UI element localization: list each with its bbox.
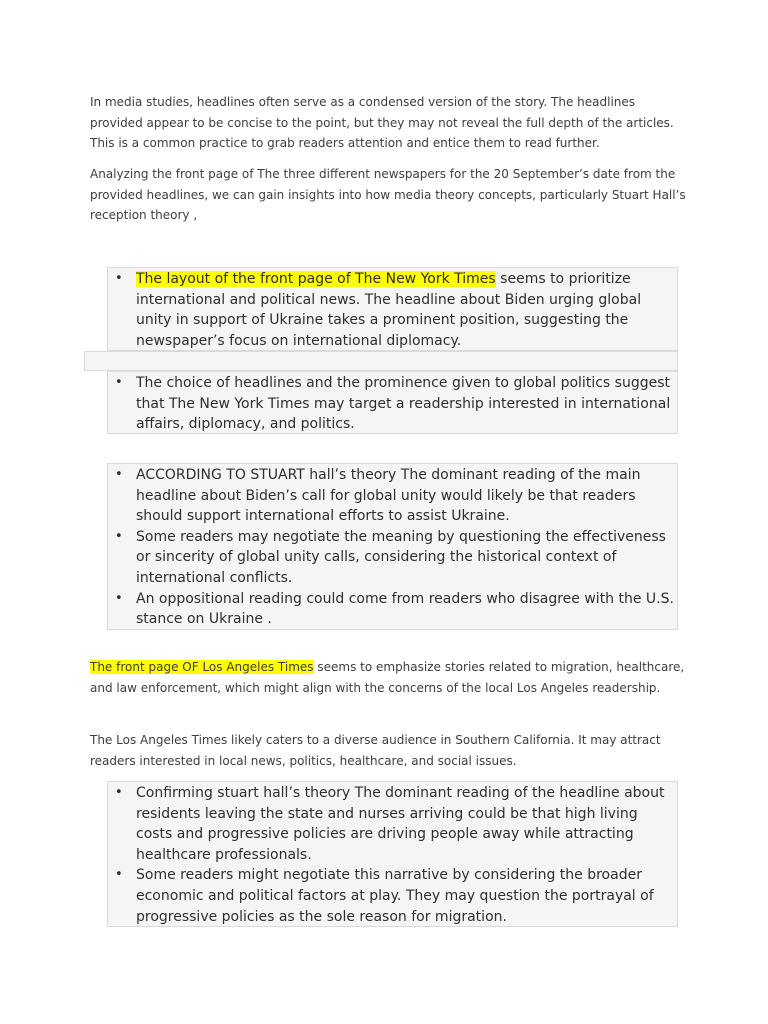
list-item: • The choice of headlines and the prominence given to global politics suggest that The New York Times may target a readership interested in international affairs, diplomacy, and politics.	[108, 373, 677, 435]
list-item: • An oppositional reading could come from readers who disagree with the U.S. stance on Ukraine .	[108, 589, 677, 630]
list-item: • Some readers may negotiate the meaning by questioning the effectiveness or sincerity of global unity calls, considering the historical context of international conflicts.	[108, 527, 677, 589]
nyt-layout-text: seems to prioritize international and political news. The headline about Biden urging global unity in support of Ukraine takes a prominent position, suggesting the newspaper’s focus on international diplomacy.	[136, 271, 642, 349]
lat-front-page-text: seems to emphasize stories related to migration, healthcare, and law enforcement, which might align with the concerns of the local Los Angeles readership.	[90, 660, 685, 695]
list-item: • ACCORDING TO STUART hall’s theory The dominant reading of the main headline about Biden’s call for global unity would likely be that readers should support international efforts to assist Ukraine.	[108, 465, 677, 527]
nyt-hall-theory-box	[107, 463, 678, 630]
list-item: • Confirming stuart hall’s theory The dominant reading of the headline about residents leaving the state and nurses arriving could be that high living costs and progressive policies are driving people away while attracting healthcare professionals.	[108, 783, 677, 865]
lat-hall-theory-box	[107, 781, 678, 927]
nyt-highlighted-text: The layout of the front page of The New York Times	[136, 271, 496, 287]
analysis-intro-paragraph: Analyzing the front page of The three different newspapers for the 20 September’s date from the provided headlines, we can gain insights into how media theory concepts, particularly Stuart Hall’s reception theory ,	[90, 167, 686, 222]
nyt-readership-box	[107, 371, 678, 434]
intro-paragraph: In media studies, headlines often serve as a condensed version of the story. The headlines provided appear to be concise to the point, but they may not reveal the full depth of the articles. This is a common practice to grab readers attention and entice them to read further.	[90, 95, 674, 150]
lat-audience-paragraph: The Los Angeles Times likely caters to a diverse audience in Southern California. It may attract readers interested in local news, politics, healthcare, and social issues.	[90, 733, 661, 768]
empty-row-divider	[84, 351, 678, 371]
list-item	[108, 269, 677, 351]
nyt-layout-box	[107, 267, 678, 351]
lat-front-page-paragraph	[90, 657, 690, 698]
lat-highlighted-text: The front page OF Los Angeles Times	[90, 660, 314, 674]
list-item: • Some readers might negotiate this narrative by considering the broader economic and political factors at play. They may question the portrayal of progressive policies as the sole reason for migration.	[108, 865, 677, 927]
